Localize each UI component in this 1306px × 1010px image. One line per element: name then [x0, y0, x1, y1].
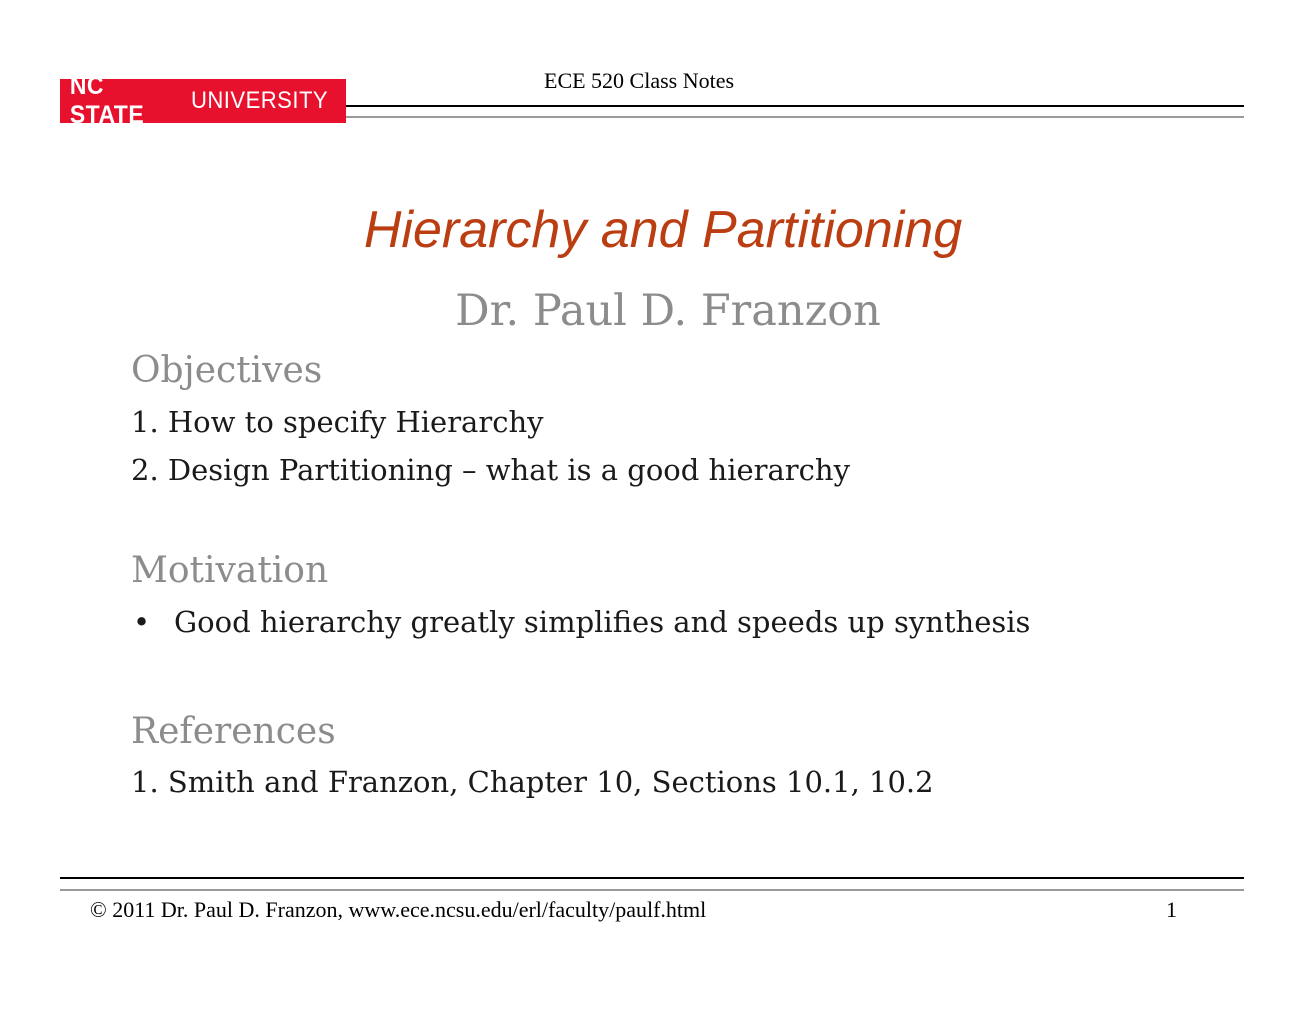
- footer-rule-light: [60, 889, 1244, 891]
- motivation-heading: Motivation: [131, 550, 329, 591]
- motivation-item-1: Good hierarchy greatly simplifies and speeds up synthesis: [174, 605, 1031, 639]
- slide-title: Hierarchy and Partitioning: [363, 201, 963, 259]
- bullet-marker: •: [133, 605, 151, 639]
- objective-item-1: 1. How to specify Hierarchy: [131, 405, 544, 439]
- logo-text-nc-state: NC STATE: [69, 72, 145, 129]
- nc-state-university-logo: [60, 72, 346, 129]
- slide-author: Dr. Paul D. Franzon: [455, 286, 881, 336]
- footer-copyright: © 2011 Dr. Paul D. Franzon, www.ece.ncsu.edu/erl/faculty/paulf.html: [90, 897, 707, 922]
- course-header-title: ECE 520 Class Notes: [544, 68, 735, 93]
- header-rule-light: [346, 116, 1244, 118]
- header-rule-dark: [346, 105, 1244, 107]
- objective-item-2: 2. Design Partitioning – what is a good hierarchy: [131, 453, 850, 487]
- reference-item-1: 1. Smith and Franzon, Chapter 10, Sections 10.1, 10.2: [131, 765, 934, 799]
- logo-text-university: UNIVERSITY: [190, 87, 329, 114]
- objectives-heading: Objectives: [131, 350, 323, 391]
- page-number: 1: [1166, 897, 1177, 922]
- footer-rule-dark: [60, 877, 1244, 879]
- references-heading: References: [131, 711, 336, 752]
